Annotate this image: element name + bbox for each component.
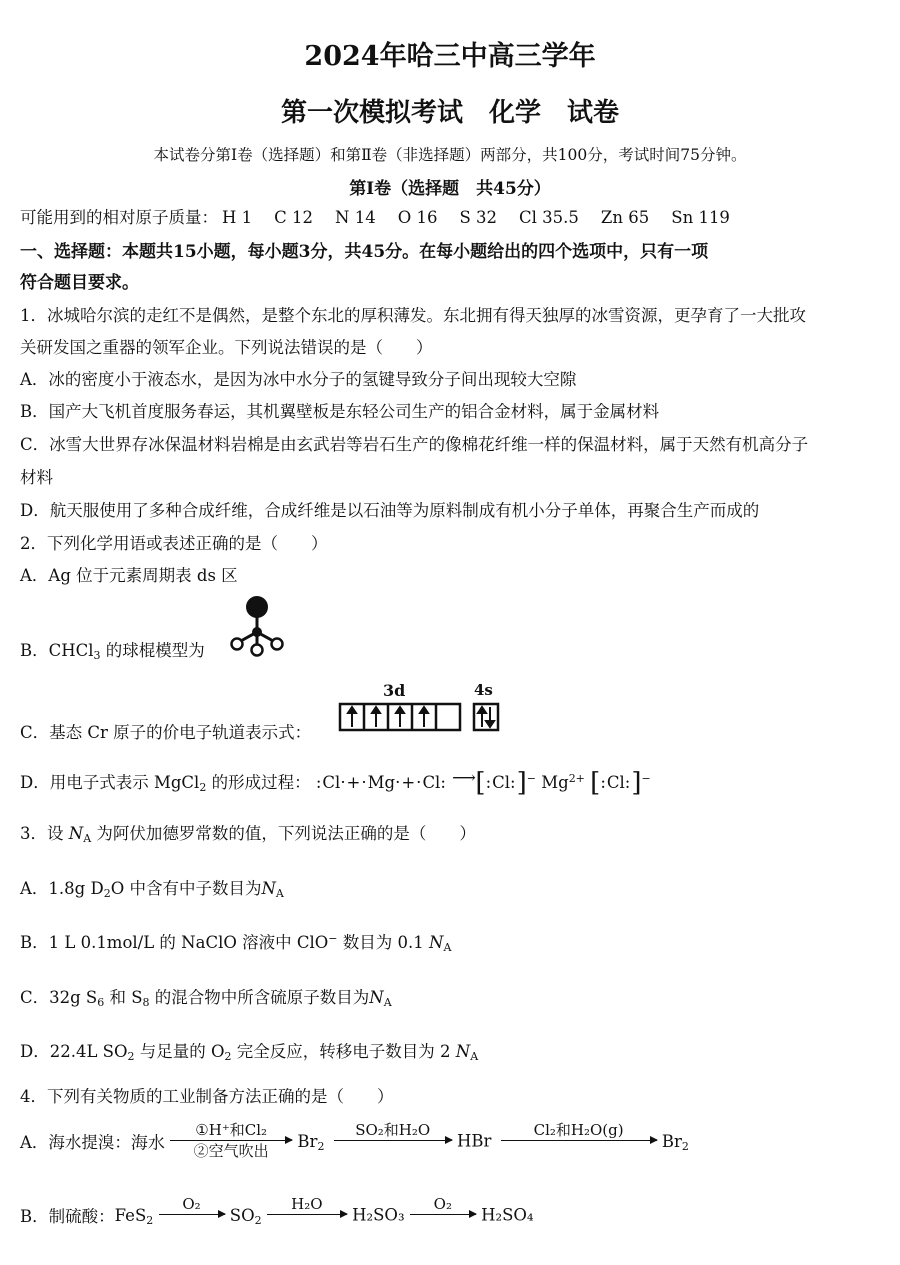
q3-d-n-sub: A [470,1050,479,1063]
q3-c-n-sub: A [383,996,392,1009]
q4-b-label: B．制硫酸： [20,1207,115,1227]
orbital-label-3d: 3d [383,681,406,700]
subtitle-part1: 第一次模拟考试 [280,98,463,128]
reaction-arrow [267,1196,347,1234]
atomic-mass-line [20,204,752,228]
q4-br2-final: Br [661,1131,682,1151]
q3-b-text: 数目为 0.1 [337,933,429,952]
q3-b-sup: − [328,932,338,945]
q4-option-a [20,1122,689,1160]
q3-c-text: C．32g S [20,988,98,1007]
q3-d-sub: 2 [127,1050,135,1063]
q4-br2-sub: 2 [317,1139,325,1153]
q2-b-text: 的球棍模型为 [100,641,205,660]
part1-instruction-line2: 符合题目要求。 [20,273,139,293]
atomic-mass-label: 可能用到的相对原子质量： [20,208,218,227]
q1-stem-line2: 关研发国之重器的领军企业。下列说法错误的是（ ） [20,338,433,357]
q4-fes2: FeS [114,1205,147,1225]
exam-intro: 本试卷分第Ⅰ卷（选择题）和第Ⅱ卷（非选择题）两部分，共100分，考试时间75分钟。 [153,146,747,164]
q3-d-text: 与足量的 O [134,1042,225,1061]
electron-dot-cl: Cl [422,773,441,792]
ion-mg: Mg [541,773,569,792]
q1-option-a: A．冰的密度小于液态水，是因为冰中水分子的氢键导致分子间出现较大空隙 [20,370,577,389]
ion-cl: Cl [606,773,625,792]
mass-item: N 14 [335,208,376,227]
arrow-bottom: ②空气吹出 [193,1142,269,1161]
q3-text: 为阿伏加德罗常数的值，下列说法正确的是（ ） [91,824,476,843]
q4-br2: Br [297,1131,318,1151]
q3-c-text: 和 S [104,988,143,1007]
ball-stick-model-icon [228,594,288,658]
q4-h2so4: H₂SO₄ [481,1205,534,1225]
q2-option-c: C．基态 Cr 原子的价电子轨道表示式： [20,723,312,742]
q2-option-a: A．Ag 位于元素周期表 ds 区 [20,566,238,585]
q3-d-sub: 2 [224,1050,232,1063]
reaction-arrow [410,1196,476,1234]
q4-h2so3: H₂SO₃ [352,1205,405,1225]
q2-d-text2: 的形成过程： [206,773,311,792]
orbital-diagram-icon [338,698,508,734]
q3-b-n: N [429,933,444,952]
q3-sub: A [83,832,92,845]
exam-title: 2024年哈三中高三学年 [304,41,596,72]
mass-item: Zn 65 [600,208,650,227]
q1-option-c-line1: C．冰雪大世界存冰保温材料岩棉是由玄武岩等岩石生产的像棉花纤维一样的保温材料，属于天然有机高分子 [20,435,809,454]
q3-b-n-sub: A [443,941,452,954]
q3-d-n: N [455,1042,471,1061]
q4-hbr: HBr [456,1131,492,1151]
reaction-arrow [501,1122,657,1160]
q4-so2: SO [229,1205,255,1225]
section-heading: 第Ⅰ卷（选择题 共45分） [349,179,551,199]
ion-charge: − [641,772,651,785]
mass-item: H 1 [222,208,253,227]
q3-option-a [20,875,284,899]
subtitle-part3: 试卷 [567,98,620,128]
ion-cl: Cl [492,773,511,792]
q3-c-sub: 8 [142,996,150,1009]
q3-b-text: B．1 L 0.1mol/L 的 NaClO 溶液中 ClO [20,933,329,952]
mass-item: Sn 119 [671,208,730,227]
q4-stem: 4．下列有关物质的工业制备方法正确的是（ ） [20,1087,394,1106]
q3-option-c [20,984,392,1008]
q4-seawater: 海水 [130,1133,165,1154]
q2-stem: 2．下列化学用语或表述正确的是（ ） [20,534,328,553]
part1-instruction-line1: 一、选择题：本题共15小题，每小题3分，共45分。在每小题给出的四个选项中，只有一项 [20,242,709,262]
q3-a-n: N [261,879,276,898]
q3-a-n-sub: A [275,887,284,900]
q2-d-sub: 2 [199,781,207,794]
arrow-top: O₂ [182,1195,201,1213]
arrow-top: H₂O [291,1195,323,1213]
q4-so2-sub: 2 [254,1213,262,1227]
mass-item: C 12 [274,208,314,227]
q3-option-b [20,929,451,953]
reaction-arrow [334,1122,452,1160]
q3-c-sub: 6 [97,996,105,1009]
q3-n: N [68,824,84,843]
q3-d-text: D．22.4L SO [20,1042,128,1061]
q3-c-n: N [369,988,384,1007]
q2-b-sub: 3 [93,649,101,662]
reaction-arrow [159,1196,225,1234]
q4-option-b [20,1196,534,1234]
arrow-top: Cl₂和H₂O(g) [533,1121,624,1139]
q3-option-d [20,1038,478,1062]
reaction-arrow [170,1122,292,1160]
q1-option-d: D．航天服使用了多种合成纤维，合成纤维是以石油等为原料制成有机小分子单体，再聚合生产而成的 [20,501,760,520]
q1-option-b: B．国产大飞机首度服务春运，其机翼壁板是东轻公司生产的铝合金材料，属于金属材料 [20,402,660,421]
exam-subtitle [0,92,900,129]
q1-stem-line1: 1．冰城哈尔滨的走红不是偶然，是整个东北的厚积薄发。东北拥有得天独厚的冰雪资源，更孕育了一大批攻 [20,306,806,325]
q3-c-text: 的混合物中所含硫原子数目为 [149,988,370,1007]
q3-text: 3．设 [20,824,69,843]
electron-dot-mg: Mg [367,773,396,792]
arrow-top: O₂ [433,1195,452,1213]
q3-a-sub: 2 [103,887,111,900]
q2-b-formula: B．CHCl [20,641,94,660]
q4-br2-sub: 2 [681,1139,689,1153]
mass-item: S 32 [459,208,498,227]
q3-a-text: O 中含有中子数目为 [110,879,262,898]
electron-dot-cl: Cl [322,773,341,792]
q4-fes2-sub: 2 [146,1213,154,1227]
subtitle-part2: 化学 [488,98,541,128]
q2-d-text: D．用电子式表示 MgCl [20,773,200,792]
mass-item: O 16 [397,208,438,227]
mass-item: Cl 35.5 [519,208,579,227]
arrow-top: ①H⁺和Cl₂ [195,1121,268,1139]
ion-mg-charge: 2+ [568,772,585,785]
q2-option-d: D．用电子式表示 MgCl$_2$ 的形成过程： :Cl·+·Mg·+·Cl: ⟶ [:Cl:]− $Mg^{2+}$ [:Cl:]− [20,768,651,798]
q4-a-label: A．海水提溴： [20,1133,131,1153]
q3-d-text: 完全反应，转移电子数目为 2 [231,1042,456,1061]
q1-option-c-line2: 材料 [20,468,53,487]
q3-stem [20,820,476,844]
arrow-top: SO₂和H₂O [355,1121,431,1139]
q2-option-b [20,637,205,661]
ion-charge: − [526,772,536,785]
q3-a-text: A．1.8g D [20,879,104,898]
orbital-label-4s: 4s [474,681,493,699]
